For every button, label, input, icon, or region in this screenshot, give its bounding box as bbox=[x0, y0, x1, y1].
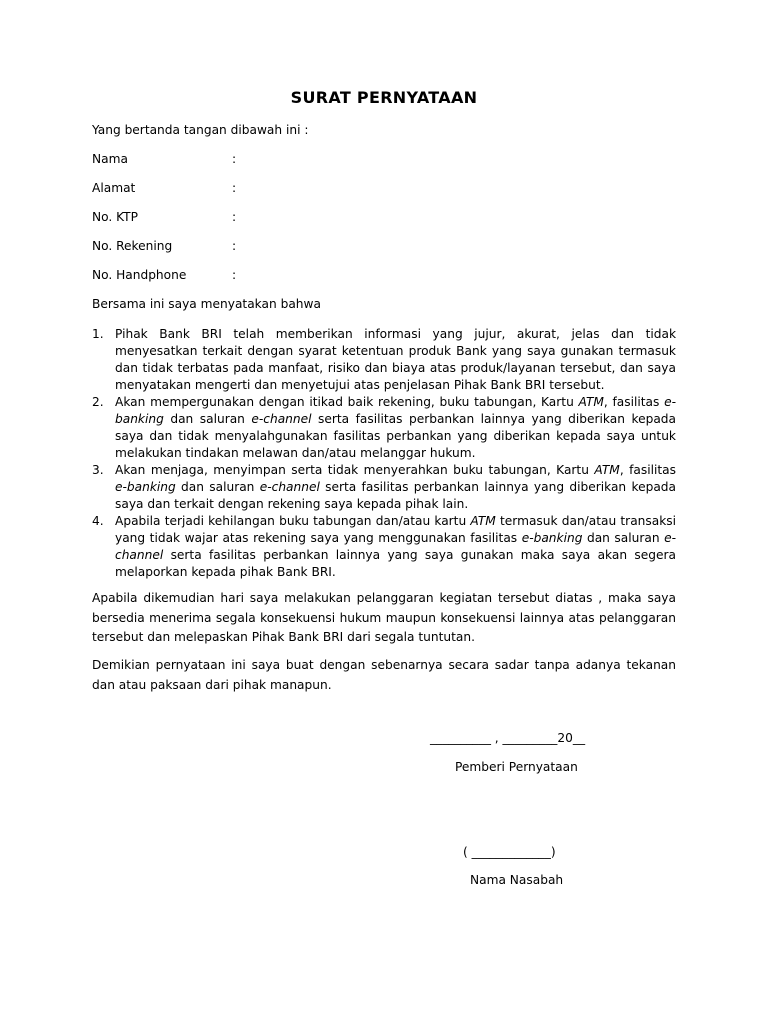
statement-intro: Bersama ini saya menyatakan bahwa bbox=[92, 297, 321, 311]
closing-paragraph: Demikian pernyataan ini saya buat dengan sebenarnya secara sadar tanpa adanya tekanan dan atau paksaan dari pihak manapun. bbox=[92, 658, 676, 692]
statement-term: e-banking bbox=[115, 480, 176, 494]
field-colon: : bbox=[232, 152, 237, 166]
statement-text: , fasilitas bbox=[619, 463, 676, 477]
field-label: Nama bbox=[92, 152, 128, 166]
statement-text: serta fasilitas perbankan lainnya yang diberikan kepada saya dan terkait dengan rekening saya kepada pihak lain. bbox=[115, 480, 676, 511]
statement-term: e-channel bbox=[115, 531, 677, 562]
statement-text: dan saluran bbox=[582, 531, 665, 545]
statement-item-1 bbox=[92, 326, 676, 394]
signer-name-line: ( _____________) bbox=[463, 845, 556, 859]
statement-term: e-banking bbox=[115, 395, 676, 426]
statement-item-number: 2. bbox=[92, 395, 104, 409]
statement-term: e-channel bbox=[251, 412, 312, 426]
statement-item-number: 3. bbox=[92, 463, 104, 477]
statement-text: serta fasilitas perbankan lainnya yang saya gunakan maka saya akan segera melaporkan kepada pihak Bank BRI. bbox=[115, 548, 676, 579]
statement-term: e-banking bbox=[521, 531, 583, 545]
statement-text: dan saluran bbox=[163, 412, 252, 426]
document-title: SURAT PERNYATAAN bbox=[290, 88, 478, 107]
field-label: No. Rekening bbox=[92, 239, 173, 253]
field-colon: : bbox=[232, 268, 237, 282]
signer-name-label: Nama Nasabah bbox=[470, 873, 564, 887]
statement-term: ATM bbox=[578, 395, 604, 409]
statement-item-4 bbox=[92, 513, 676, 581]
statement-item-2 bbox=[92, 394, 676, 462]
statement-term: ATM bbox=[470, 514, 496, 528]
consequence-paragraph: Apabila dikemudian hari saya melakukan pelanggaran kegiatan tersebut diatas , maka saya bersedia menerima segala konsekuensi hukum maupun konsekuensi lainnya atas pelanggaran tersebut dan melepaskan Pihak Bank BRI dari segala tuntutan. bbox=[92, 591, 676, 644]
statement-text: serta fasilitas perbankan lainnya yang diberikan kepada saya dan tidak menyalahgunakan fasilitas perbankan yang diberikan kepada saya untuk melakukan tindakan melawan dan/atau melanggar hukum. bbox=[115, 412, 676, 460]
signer-role: Pemberi Pernyataan bbox=[455, 760, 578, 774]
statement-text: Apabila terjadi kehilangan buku tabungan dan/atau kartu bbox=[115, 514, 471, 528]
statement-list bbox=[92, 326, 676, 581]
field-colon: : bbox=[232, 181, 237, 195]
intro-text: Yang bertanda tangan dibawah ini : bbox=[92, 123, 309, 137]
statement-text: Akan mempergunakan dengan itikad baik rekening, buku tabungan, Kartu bbox=[115, 395, 579, 409]
place-date-line: __________ , _________20__ bbox=[430, 731, 586, 745]
statement-text: dan saluran bbox=[175, 480, 260, 494]
statement-item-3 bbox=[92, 462, 676, 513]
field-label: No. KTP bbox=[92, 210, 138, 224]
statement-text: Pihak Bank BRI telah memberikan informasi yang jujur, akurat, jelas dan tidak menyesatkan terkait dengan syarat ketentuan produk Bank yang saya gunakan termasuk dan tidak terbatas pada manfaat, risiko dan biaya atas produk/layanan tersebut, dan saya menyatakan mengerti dan menyetujui atas penjelasan Pihak Bank BRI tersebut. bbox=[115, 327, 676, 392]
statement-item-number: 4. bbox=[92, 514, 104, 528]
field-colon: : bbox=[232, 239, 237, 253]
statement-term: ATM bbox=[594, 463, 620, 477]
statement-text: termasuk dan/atau transaksi yang tidak wajar atas rekening saya yang menggunakan fasilitas bbox=[115, 514, 676, 545]
statement-text: Akan menjaga, menyimpan serta tidak menyerahkan buku tabungan, Kartu bbox=[115, 463, 595, 477]
field-colon: : bbox=[232, 210, 237, 224]
statement-term: e-channel bbox=[259, 480, 320, 494]
statement-text: , fasilitas bbox=[603, 395, 665, 409]
field-label: Alamat bbox=[92, 181, 136, 195]
statement-item-number: 1. bbox=[92, 327, 104, 341]
field-label: No. Handphone bbox=[92, 268, 187, 282]
